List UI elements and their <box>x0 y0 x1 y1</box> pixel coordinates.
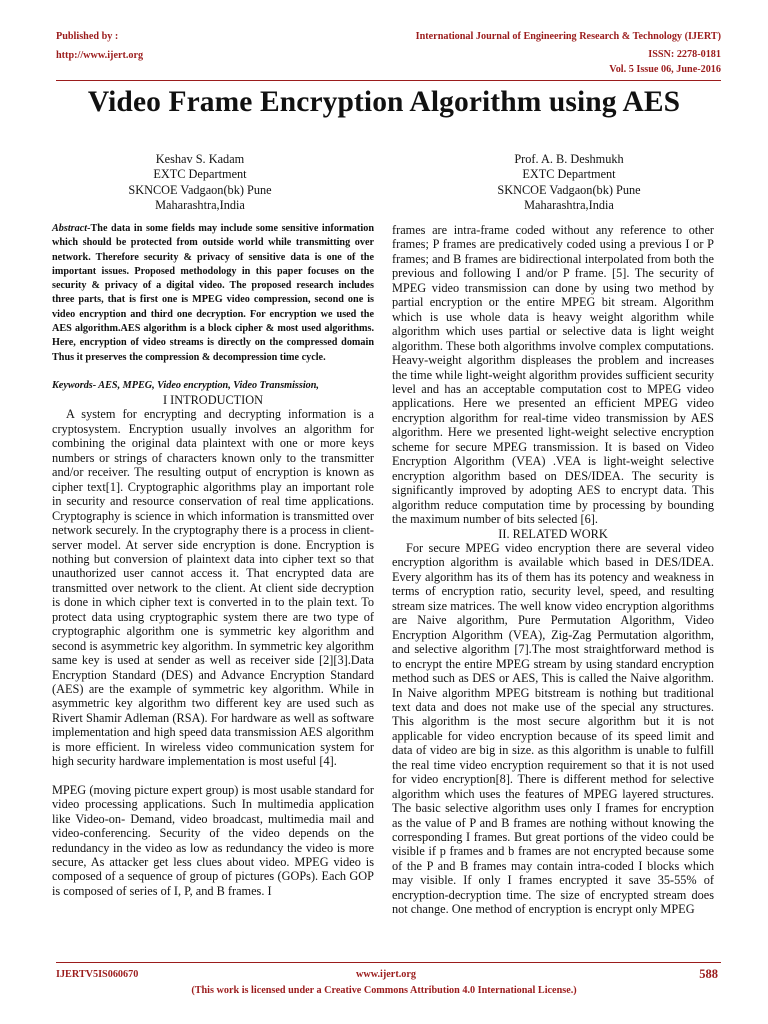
paper-id: IJERTV5IS060670 <box>56 969 139 980</box>
author-name: Prof. A. B. Deshmukh <box>514 152 624 166</box>
author-block-2 <box>449 152 689 213</box>
header-divider <box>56 80 721 81</box>
author-institute: SKNCOE Vadgaon(bk) Pune <box>497 182 641 197</box>
intro-paragraph-1: A system for encrypting and decrypting information is a cryptosystem. Encryption usually involves an algorithm for combining the original data plaintext with one or more keys numbers or strings of characters known only to the transmitter and/or receiver. The resulting output of encryption is known as cipher text[1]. Cryptographic algorithms play an important role in security and resource conservation of real time applications. Cryptography is science in which information is transmitted over network securely. In the cryptography there is a process in client-server model. At server side encryption is done. Encryption is nothing but conversion of plaintext data into cipher text so that unauthorized user cannot access it. That encrypted data are transmitted over network to the client. At client side decryption is done in which cipher text is converted in to the plain text. To protect data using cryptographic system there are two type of cryptographic algorithm one is symmetric key algorithm and second is asymmetric key algorithm. In symmetric key algorithm same key is used at sender as well as receiver side [2][3].Data Encryption Standard (DES) and Advance Encryption Standard (AES) are the example of symmetric key algorithm. While in asymmetric key algorithm two different key are used such as Rivert Shamir Adleman (RSA). For hardware as well as software implementation and high speed data transmission AES algorithm is more efficient. In wireless video communication system for high security hardware implementation is most useful [4]. <box>52 407 374 769</box>
page-number: 588 <box>699 967 718 981</box>
journal-url-link[interactable]: http://www.ijert.org <box>56 50 144 61</box>
paper-title: Video Frame Encryption Algorithm using AES <box>87 86 681 118</box>
section-heading-introduction: I INTRODUCTION <box>162 392 264 407</box>
abstract-label: Abstract- <box>52 223 91 234</box>
journal-name: International Journal of Engineering Research & Technology (IJERT) <box>415 31 721 42</box>
left-column <box>52 222 374 898</box>
abstract <box>52 222 374 365</box>
related-work-paragraph: For secure MPEG video encryption there are several video encryption algorithm is available which based in DES/IDEA. Every algorithm has its of them has its potency and weakness in terms of encryption ratio, security level, speed, and resulting stream size matrices. The well know video encryption algorithms are Naive algorithm, Pure Permutation Algorithm, Video Encryption Algorithm (VEA), Zig-Zag Permutation algorithm, and selective algorithm [7].The most straightforward method is to encrypt the entire MPEG stream by using standard encryption method such as DES or AES, This is called the Naive algorithm. In Naive algorithm MPEG bitstream is nothing but traditional text data and does not make use of the special any structures. This algorithm is the most secure algorithm but it is not applicable for video encryption because of its speed limit and data of video are big in size. as this algorithm is unable to fulfill the real time video encryption requirement so that it is not used for video encryption[8]. There is different method for selective algorithm which uses the features of MPEG layered structures. The basic selective algorithm uses only I frames for encryption as the value of P and B frames are nothing without knowing the corresponding I frames. But great portions of the video could be visible if p frames and b frames are not encrypted because some of the P and B frames may contain intra-coded I blocks which may visible. If only I frames encrypted it save 35-55% of encryption-decryption time. The size of encrypted stream does not change. One method of encryption is encrypt only MPEG <box>392 540 714 917</box>
footer-url-link[interactable]: www.ijert.org <box>356 969 416 980</box>
right-paragraph-1: frames are intra-frame coded without any reference to other frames; P frames are predicatively coded using a previous I or P frames; and B frames are bidirectional interpolated from both the previous and following I and/or P frame. [5]. The security of MPEG video transmission can done by using two method by partial encryption or the entire MPEG bit stream. Algorithm which is use whole data is heavy weight algorithm while algorithm which uses partial or selective data is light weight algorithm. These both algorithms involve complex computations. Heavy-weight algorithm displeases the problem and increases the time while light-weight algorithm provides sufficient security level and has an acceptable computation cost to MPEG video applications. Here we presented an efficient MPEG video encryption algorithm for real-time video transmission by AES algorithm. Here we presented light-weight selective encryption scheme for secure MPEG transmission. It is based on Video Encryption Algorithm (VEA) .VEA is light-weight selective encryption algorithm based on DES/IDEA. The security is significantly improved by adopting AES to encrypt data. This algorithm reduce computation time by processing by bounding the maximum number of bits selected [6]. <box>392 223 714 527</box>
section-heading-related-work: II. RELATED WORK <box>498 526 608 541</box>
author-institute: SKNCOE Vadgaon(bk) Pune <box>128 182 272 197</box>
intro-paragraph-2: MPEG (moving picture expert group) is most usable standard for video processing applications. Such In multimedia application like Video-on- Demand, video broadcast, multimedia mail and video-conferencing. Security of the video depends on the redundancy in the video as low as redundancy the video is more secure, As attacker get less clues about video. MPEG video is composed of a sequence of group of pictures (GOPs). Each GOP is composed of series of I, P, and B frames. I <box>52 782 374 898</box>
publisher-label: Published by : <box>56 31 119 42</box>
author-dept: EXTC Department <box>522 167 616 182</box>
author-place: Maharashtra,India <box>524 197 614 212</box>
abstract-text: The data in some fields may include some sensitive information which should be protected from outside world while transmitting over network. Therefore security & privacy of sensitive data is one of the important issues. Proposed methodology in this paper focuses on the security & privacy of a digital video. The proposed research includes three parts, that is first one is MPEG video compression, second one is video encryption and third one decryption. For encryption we used the AES algorithm.AES algorithm is a block cipher & most used algorithms. Here, encryption of video streams is directly on the compressed domain Thus it preserves the compression & decompression time cycle. <box>52 223 374 363</box>
author-block-1 <box>80 152 320 213</box>
license-notice: (This work is licensed under a Creative Commons Attribution 4.0 International License.) <box>191 985 577 996</box>
keywords: Keywords- AES, MPEG, Video encryption, Video Transmission, <box>52 379 319 391</box>
author-place: Maharashtra,India <box>155 197 245 212</box>
right-column <box>392 223 714 917</box>
volume-label: Vol. 5 Issue 06, June-2016 <box>609 64 721 75</box>
author-dept: EXTC Department <box>153 167 247 182</box>
author-name: Keshav S. Kadam <box>155 152 245 166</box>
footer-divider <box>56 962 721 963</box>
issn-label: ISSN: 2278-0181 <box>648 49 721 60</box>
